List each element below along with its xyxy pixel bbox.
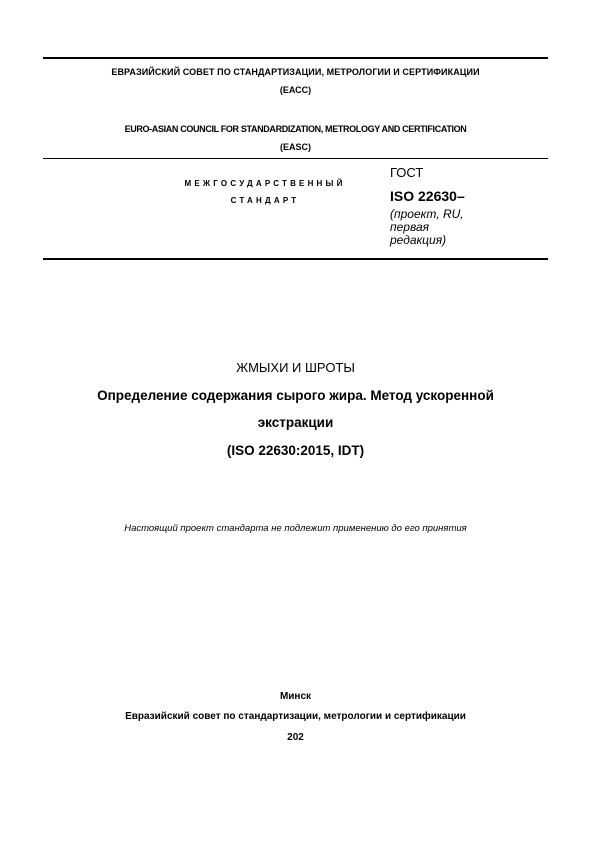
document-subtitle-line1: Определение содержания сырого жира. Метод ускоренной: [97, 388, 494, 403]
council-name-en: EURO-ASIAN COUNCIL FOR STANDARDIZATION, METROLOGY AND CERTIFICATION: [124, 124, 467, 134]
gost-designation: [390, 165, 540, 247]
interstate-label: МЕЖГОСУДАРСТВЕННЫЙ: [184, 179, 346, 188]
top-rule: [43, 57, 548, 59]
header-divider: [43, 158, 548, 159]
council-abbr-en: (EASC): [280, 142, 311, 152]
council-name-ru: ЕВРАЗИЙСКИЙ СОВЕТ ПО СТАНДАРТИЗАЦИИ, МЕТРОЛОГИИ И СЕРТИФИКАЦИИ: [111, 67, 480, 77]
publisher-name: Евразийский совет по стандартизации, метрологии и сертификации: [125, 711, 466, 722]
iso-reference: (ISO 22630:2015, IDT): [226, 443, 365, 458]
document-subtitle-line2: экстракции: [257, 415, 334, 430]
standard-label: СТАНДАРТ: [230, 196, 300, 205]
council-abbr-ru: (ЕАСС): [279, 85, 312, 95]
gost-label: ГОСТ: [390, 165, 424, 180]
publication-year: 202: [287, 732, 304, 743]
publication-city: Минск: [279, 691, 312, 702]
edition-note: (проект, RU, первая редакция): [390, 207, 464, 247]
document-title: ЖМЫХИ И ШРОТЫ: [236, 360, 355, 375]
gost-number: ISO 22630–: [390, 188, 465, 204]
designation-bottom-rule: [43, 258, 548, 260]
draft-notice: Настоящий проект стандарта не подлежит применению до его принятия: [124, 523, 467, 534]
